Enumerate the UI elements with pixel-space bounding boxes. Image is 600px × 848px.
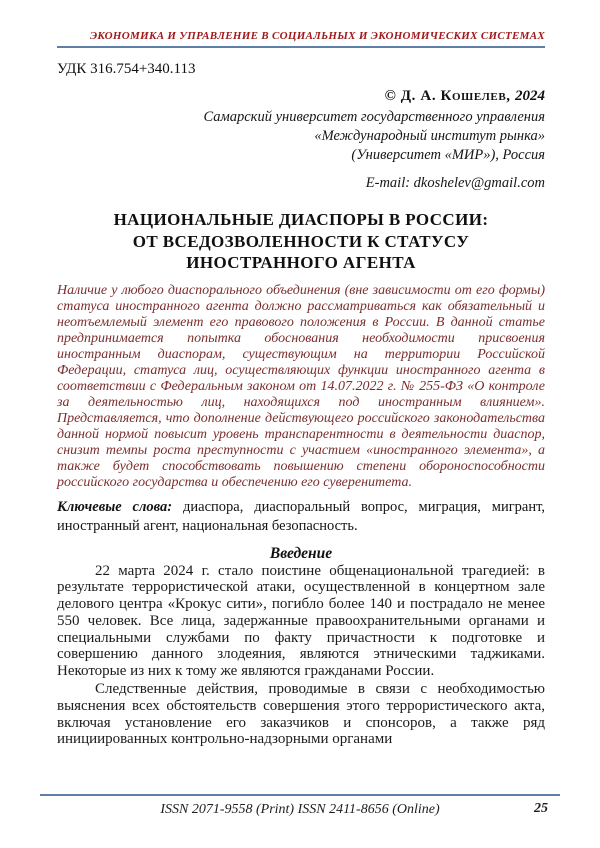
body-paragraph-1: 22 марта 2024 г. стало поистине общенациональной трагедией: в результате террористической атаки, осуществленной в концертном зале делового центра «Крокус сити», погибло более 140 и пострадало не менее 550 человек. Все лица, задержанные правоохранительными органами и специальными службами по факту причастности к подготовке и совершению данного злодеяния, являются этническими таджиками. Некоторые из них к тому же являются гражданами России. [57,562,545,680]
copyright-year: 2024 [515,88,545,104]
affiliation-line-3: (Университет «МИР»), Россия [351,147,545,163]
article-title [57,209,545,274]
page-footer [40,794,560,818]
article-title-line-1: НАЦИОНАЛЬНЫЕ ДИАСПОРЫ В РОССИИ: [113,210,489,229]
abstract-text: Наличие у любого диаспорального объединения (вне зависимости от его формы) статуса иностранного агента должно рассматриваться как обязательный и неотъемлемый элемент его правового положения в России. В данной статье предпринимается попытка обоснования необходимости присвоения иностранным диаспорам, существующим на территории Российской Федерации, статуса лиц, осуществляющих функции иностранного агента в соответствии с Федеральным законом от 14.07.2022 г. № 255-ФЗ «О контроле за деятельностью лиц, находящихся под иностранным влиянием». Представляется, что дополнение действующего российского законодательства данной нормой повысит уровень транспарентности в деятельности диаспор, снизит темпы роста преступности с участием «иностранного элемента», а также будет способствовать повышению степени обороноспособности российского государства и обеспечению его суверенитета. [57,282,545,490]
author-name: © Д. А. Кошелев, [384,88,515,104]
keywords-line [57,498,545,536]
keywords-label: Ключевые слова: [57,498,173,515]
affiliation-line-2: «Международный институт рынка» [314,128,545,144]
author-email: E-mail: dkoshelev@gmail.com [365,175,545,191]
article-title-line-2: ОТ ВСЕДОЗВОЛЕННОСТИ К СТАТУСУ [132,231,470,251]
footer-issn: ISSN 2071-9558 (Print) ISSN 2411-8656 (Online) [160,802,440,817]
article-title-line-3: ИНОСТРАННОГО АГЕНТА [186,253,416,272]
running-head: ЭКОНОМИКА И УПРАВЛЕНИЕ В СОЦИАЛЬНЫХ И ЭКОНОМИЧЕСКИХ СИСТЕМАХ [57,30,545,48]
body-paragraph-2: Следственные действия, проводимые в связи с необходимостью выяснения всех обстоятельств совершения этого террористического акта, включая установление его заказчиков и спонсоров, а также ряд инициированных контрольно-надзорными органами [57,681,545,748]
affiliation-line-1: Самарский университет государственного управления [203,109,545,125]
copyright-line [57,88,545,105]
author-block [57,88,545,192]
keywords-text: диаспора, диаспоральный вопрос, миграция, мигрант, иностранный агент, национальная безопасность. [57,498,545,534]
udk-code: УДК 316.754+340.113 [57,61,196,77]
footer-page-number: 25 [534,801,548,816]
affiliation [57,108,545,165]
section-heading-introduction: Введение [269,544,333,562]
